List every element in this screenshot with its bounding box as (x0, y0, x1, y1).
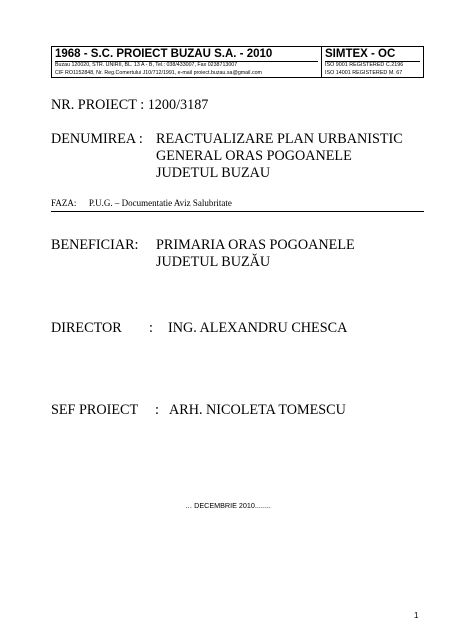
sef-proiect-separator: : (155, 402, 159, 418)
page-number: 1 (414, 611, 419, 620)
director-separator: : (149, 320, 153, 336)
document-date: … DECEMBRIE 2010........ (185, 501, 271, 510)
document-header (51, 46, 424, 78)
company-registry: CIF RO1152848, Nr. Reg.Comertului J10/712/1991, e-mail proiect.buzau.sa@gmail.com (55, 69, 262, 76)
iso-14001-line: ISO 14001 REGISTERED M. 67 (325, 69, 403, 76)
company-title: 1968 - S.C. PROIECT BUZAU S.A. - 2010 (55, 48, 273, 60)
beneficiar-line-2: JUDETUL BUZĂU (156, 254, 271, 270)
denumire-label: DENUMIREA : (51, 131, 143, 147)
denumire-line-2: GENERAL ORAS POGOANELE (156, 148, 352, 164)
beneficiar-label: BENEFICIAR: (51, 237, 139, 253)
faza-divider (51, 211, 424, 212)
iso-9001-line: ISO 9001 REGISTERED C.2196 (325, 61, 420, 70)
project-number: NR. PROIECT : 1200/3187 (51, 97, 209, 113)
faza-line (51, 198, 232, 208)
denumire-line-1: REACTUALIZARE PLAN URBANISTIC (156, 131, 403, 147)
director-label: DIRECTOR (51, 320, 122, 336)
certification-info (322, 47, 423, 77)
beneficiar-line-1: PRIMARIA ORAS POGOANELE (156, 237, 355, 253)
company-info (52, 47, 322, 77)
director-name: ING. ALEXANDRU CHESCA (168, 320, 348, 336)
faza-label: FAZA: (51, 198, 77, 208)
sef-proiect-label: SEF PROIECT (51, 402, 139, 418)
certification-title: SIMTEX - OC (325, 48, 396, 60)
denumire-line-3: JUDETUL BUZAU (156, 165, 271, 181)
company-address: Buzau 120020, STR. UNIRII, BL. 13 A - B, Tel.: 038/433007, Fax 0238713007 (55, 61, 318, 70)
faza-value: P.U.G. – Documentatie Aviz Salubritate (88, 198, 232, 208)
sef-proiect-name: ARH. NICOLETA TOMESCU (169, 402, 346, 418)
